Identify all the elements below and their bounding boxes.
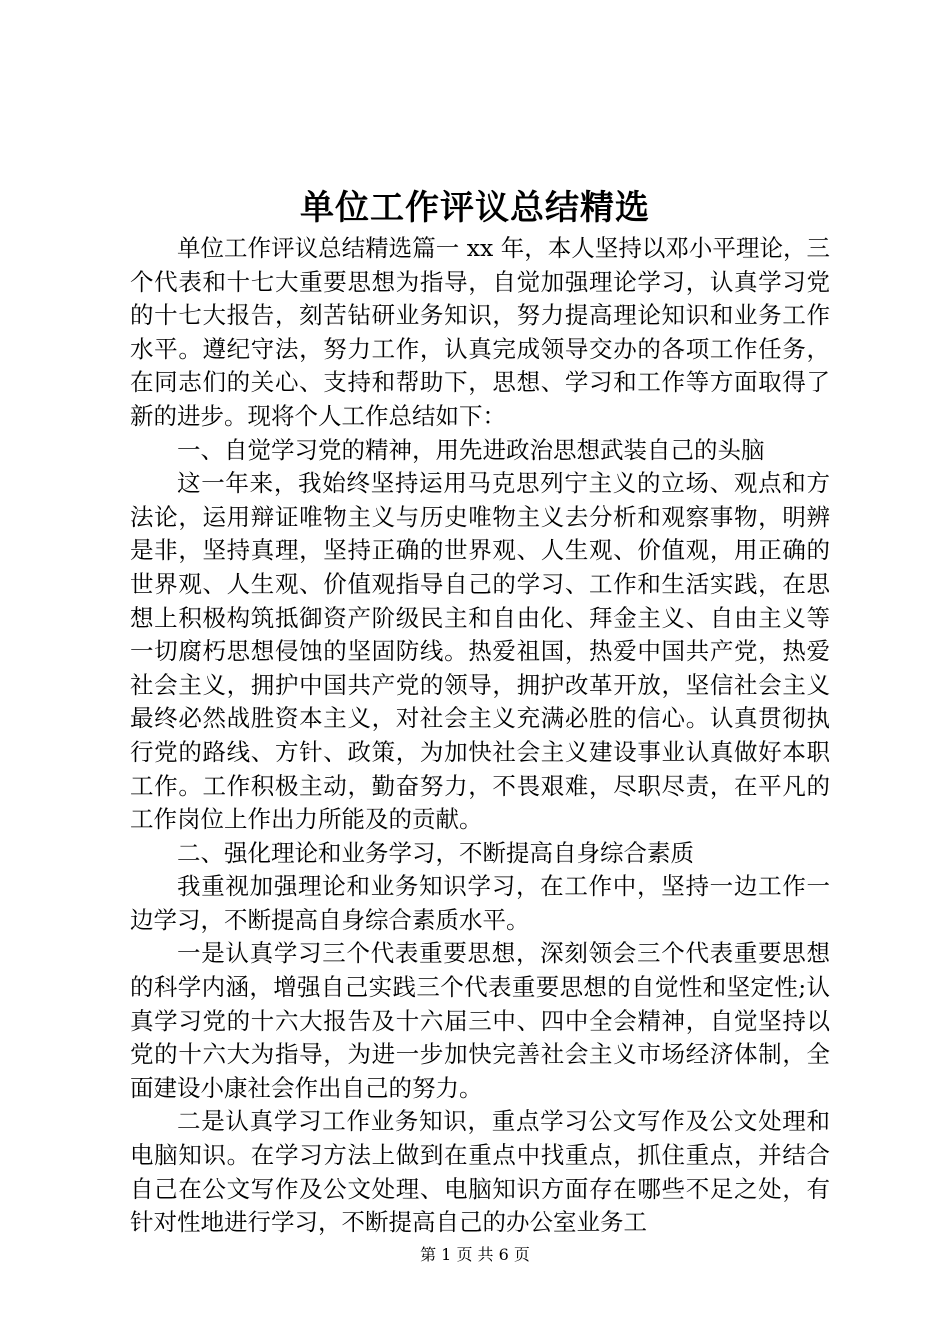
page-footer: 第 1 页 共 6 页 [420, 1245, 530, 1264]
paragraph-item-2: 二是认真学习工作业务知识，重点学习公文写作及公文处理和电脑知识。在学习方法上做到在重点中找重点，抓住重点，并结合自己在公文写作及公文处理、电脑知识方面存在哪些不足之处，有针对性地进行学习，不断提高自己的办公室业务工 [130, 1107, 830, 1237]
heading-section-1: 一、自觉学习党的精神，用先进政治思想武装自己的头脑 [177, 435, 765, 464]
paragraph-item-1: 一是认真学习三个代表重要思想，深刻领会三个代表重要思想的科学内涵，增强自己实践三个代表重要思想的自觉性和坚定性;认真学习党的十六大报告及十六届三中、四中全会精神，自觉坚持以党的十六大为指导，为进一步加快完善社会主义市场经济体制，全面建设小康社会作出自己的努力。 [130, 939, 830, 1102]
document-title: 单位工作评议总结精选 [300, 188, 650, 228]
heading-section-2: 二、强化理论和业务学习，不断提高自身综合素质 [177, 838, 694, 867]
paragraph-section-1: 这一年来，我始终坚持运用马克思列宁主义的立场、观点和方法论，运用辩证唯物主义与历史唯物主义去分析和观察事物，明辨是非，坚持真理，坚持正确的世界观、人生观、价值观，用正确的世界观、人生观、价值观指导自己的学习、工作和生活实践，在思想上积极构筑抵御资产阶级民主和自由化、拜金主义、自由主义等一切腐朽思想侵蚀的坚固防线。热爱祖国，热爱中国共产党，热爱社会主义，拥护中国共产党的领导，拥护改革开放，坚信社会主义最终必然战胜资本主义，对社会主义充满必胜的信心。认真贯彻执行党的路线、方针、政策，为加快社会主义建设事业认真做好本职工作。工作积极主动，勤奋努力，不畏艰难，尽职尽责，在平凡的工作岗位上作出力所能及的贡献。 [130, 469, 830, 834]
paragraph-intro: 单位工作评议总结精选篇一 xx 年，本人坚持以邓小平理论，三个代表和十七大重要思想为指导，自觉加强理论学习，认真学习党的十七大报告，刻苦钻研业务知识，努力提高理论知识和业务工作水平。遵纪守法，努力工作，认真完成领导交办的各项工作任务，在同志们的关心、支持和帮助下，思想、学习和工作等方面取得了新的进步。现将个人工作总结如下： [130, 234, 830, 430]
paragraph-section-2-intro: 我重视加强理论和业务知识学习，在工作中，坚持一边工作一边学习，不断提高自身综合素质水平。 [130, 872, 830, 934]
document-body [130, 232, 830, 1240]
